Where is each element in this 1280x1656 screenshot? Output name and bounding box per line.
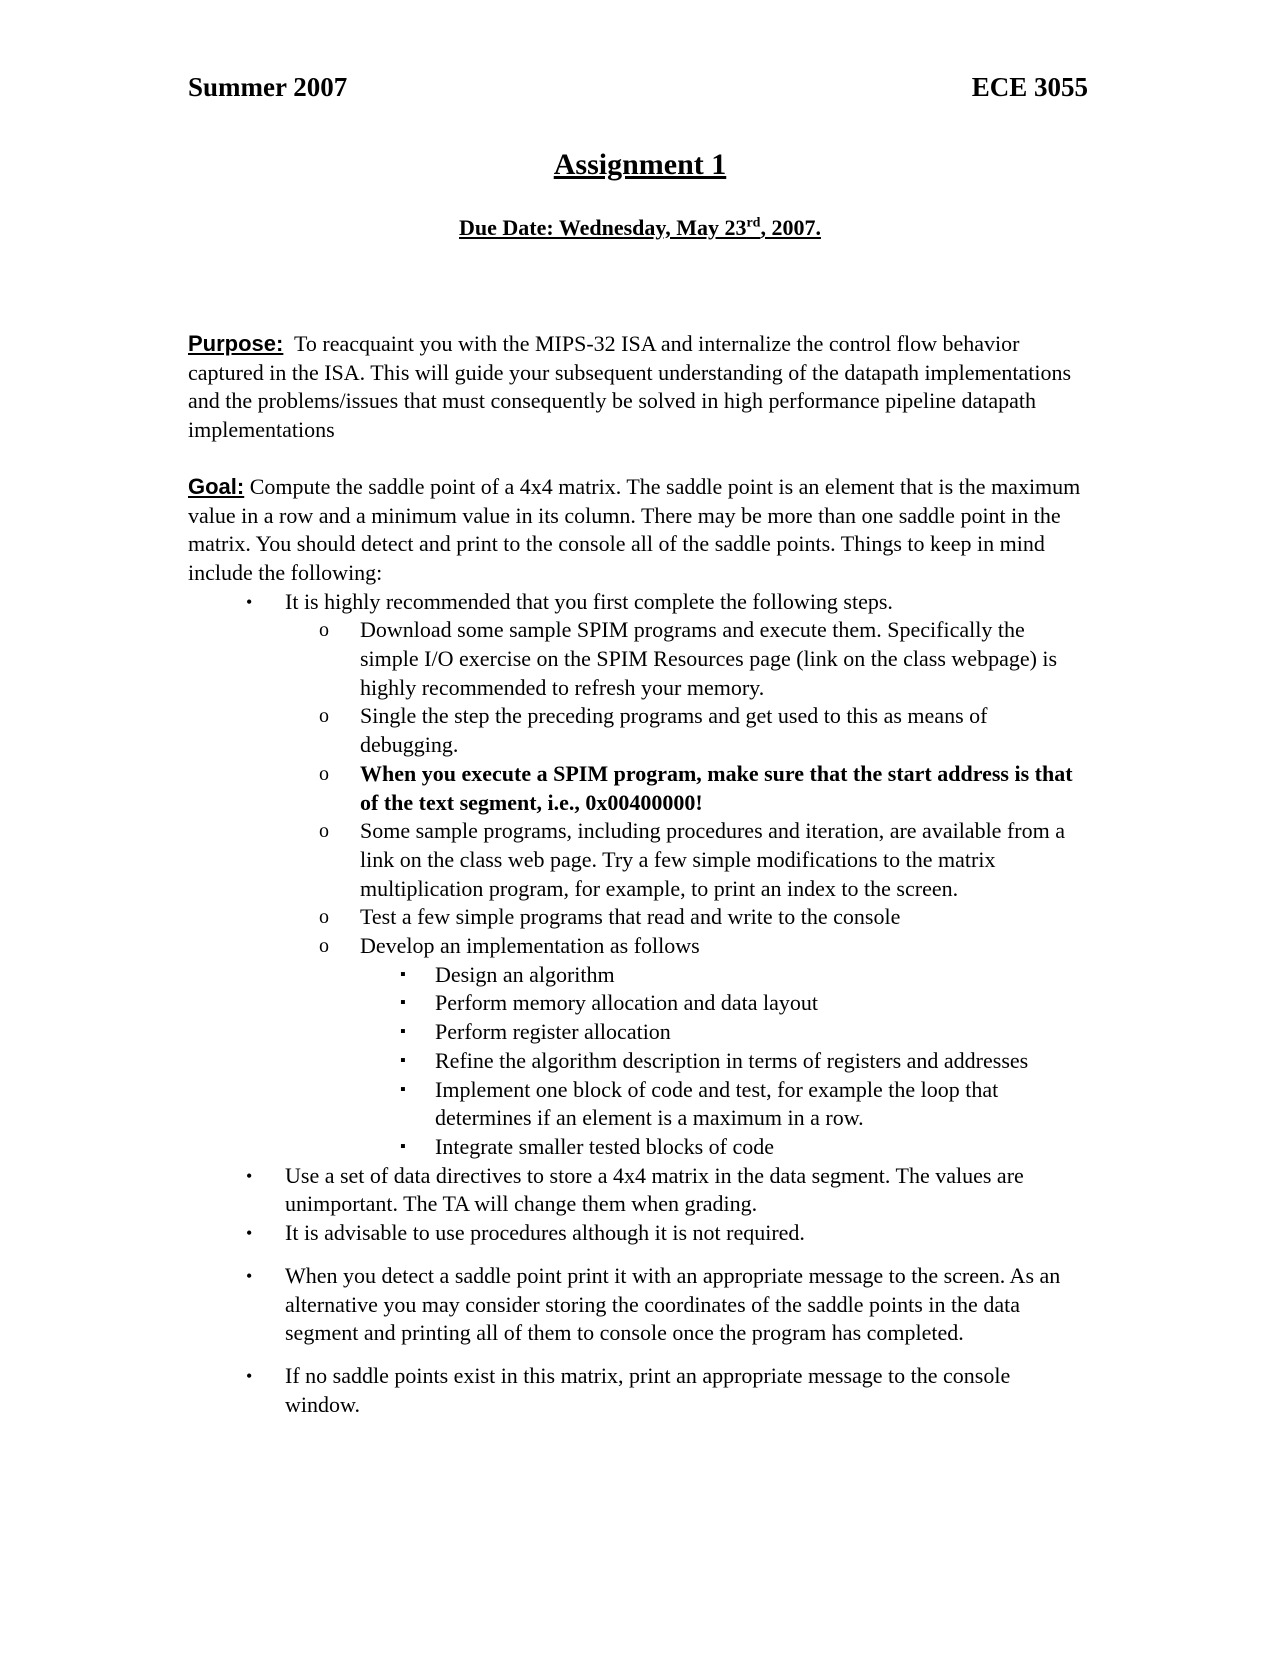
step-text: Refine the algorithm description in terms of registers and addresses xyxy=(435,1047,1029,1073)
step-item xyxy=(360,1076,1088,1133)
sub-list-item xyxy=(285,760,1088,817)
list-item xyxy=(188,1219,1088,1248)
sub-list-item xyxy=(285,932,1088,1162)
list-item xyxy=(188,588,1088,1162)
step-item xyxy=(360,1133,1088,1162)
sub-item-text: Download some sample SPIM programs and execute them. Specifically the simple I/O exercise on the SPIM Resources page (link on the class webpage) is highly recommended to refresh your memory. xyxy=(360,617,1058,700)
step-text: Perform memory allocation and data layout xyxy=(435,990,819,1016)
step-text: Integrate smaller tested blocks of code xyxy=(435,1133,775,1159)
square-bullet-icon: ▪ xyxy=(400,1137,406,1155)
circle-bullet-icon: o xyxy=(319,619,329,642)
due-date-text: Due Date: Wednesday, May 23 xyxy=(459,215,747,240)
sub-list xyxy=(285,616,1088,1161)
sub-item-text-emphasis: When you execute a SPIM program, make sure that the start address is that of the text segment, i.e., 0x00400000! xyxy=(360,760,1073,815)
square-bullet-icon: ▪ xyxy=(400,1080,406,1098)
list-item xyxy=(188,1162,1088,1219)
square-bullet-icon: ▪ xyxy=(400,994,406,1012)
sub-item-text: Test a few simple programs that read and write to the console xyxy=(360,904,901,930)
list-item-text: Use a set of data directives to store a 4x4 matrix in the data segment. The values are unimportant. The TA will change them when grading. xyxy=(285,1162,1024,1217)
bullet-icon: • xyxy=(246,591,253,612)
page-header xyxy=(188,72,1088,112)
sub-item-text: Some sample programs, including procedures and iteration, are available from a link on the class web page. Try a few simple modifications to the matrix multiplication program, for example, to print an index to the screen. xyxy=(360,818,1065,901)
steps-list xyxy=(360,961,1088,1162)
circle-bullet-icon: o xyxy=(319,762,329,785)
circle-bullet-icon: o xyxy=(319,705,329,728)
goal-paragraph xyxy=(188,473,1088,588)
guideline-list xyxy=(188,588,1088,1420)
step-text: Design an algorithm xyxy=(435,961,615,987)
step-item xyxy=(360,961,1088,990)
purpose-label: Purpose: xyxy=(188,331,284,356)
circle-bullet-icon: o xyxy=(319,935,329,958)
list-item-text: It is highly recommended that you first complete the following steps. xyxy=(285,588,893,614)
bullet-icon: • xyxy=(246,1265,253,1286)
due-date-ordinal: rd xyxy=(746,215,761,231)
list-item xyxy=(188,1262,1088,1348)
sub-list-item xyxy=(285,903,1088,932)
list-item-text: If no saddle points exist in this matrix, print an appropriate message to the console window. xyxy=(285,1362,1011,1417)
square-bullet-icon: ▪ xyxy=(400,1023,406,1041)
sub-item-text: Develop an implementation as follows xyxy=(360,933,700,959)
term-label: Summer 2007 xyxy=(188,72,348,102)
step-text: Perform register allocation xyxy=(435,1019,671,1045)
square-bullet-icon: ▪ xyxy=(400,965,406,983)
step-item xyxy=(360,1047,1088,1076)
purpose-text: To reacquaint you with the MIPS-32 ISA and internalize the control flow behavior captured in the ISA. This will guide your subsequent understanding of the datapath implementations and the problems/issues that must consequently be solved in high performance pipeline datapath implementations xyxy=(188,331,1072,443)
due-date-year: , 2007. xyxy=(760,215,821,240)
goal-label: Goal: xyxy=(188,473,245,499)
purpose-paragraph xyxy=(188,330,1088,445)
bullet-icon: • xyxy=(246,1165,253,1186)
step-item xyxy=(360,1018,1088,1047)
page-title: Assignment 1 xyxy=(553,148,727,181)
document-body xyxy=(188,330,1088,1419)
circle-bullet-icon: o xyxy=(319,820,329,843)
step-text: Implement one block of code and test, for example the loop that determines if an element is a maximum in a row. xyxy=(435,1076,999,1131)
bullet-icon: • xyxy=(246,1223,253,1244)
goal-text: Compute the saddle point of a 4x4 matrix. The saddle point is an element that is the maximum value in a row and a minimum value in its column. There may be more than one saddle point in the matrix. You should detect and print to the console all of the saddle points. Things to keep in mind include the following: xyxy=(188,473,1081,585)
bullet-icon: • xyxy=(246,1365,253,1386)
sub-item-text: Single the step the preceding programs and get used to this as means of debugging. xyxy=(360,703,988,758)
due-date xyxy=(0,215,1280,241)
sub-list-item xyxy=(285,616,1088,702)
course-code: ECE 3055 xyxy=(971,72,1088,102)
list-item xyxy=(188,1362,1088,1419)
list-item-text: When you detect a saddle point print it with an appropriate message to the screen. As an alternative you may consider storing the coordinates of the saddle points in the data segment and printing all of them to console once the program has completed. xyxy=(285,1262,1061,1346)
list-item-text: It is advisable to use procedures although it is not required. xyxy=(285,1220,805,1246)
circle-bullet-icon: o xyxy=(319,906,329,929)
sub-list-item xyxy=(285,702,1088,759)
square-bullet-icon: ▪ xyxy=(400,1051,406,1069)
step-item xyxy=(360,989,1088,1018)
sub-list-item xyxy=(285,817,1088,903)
